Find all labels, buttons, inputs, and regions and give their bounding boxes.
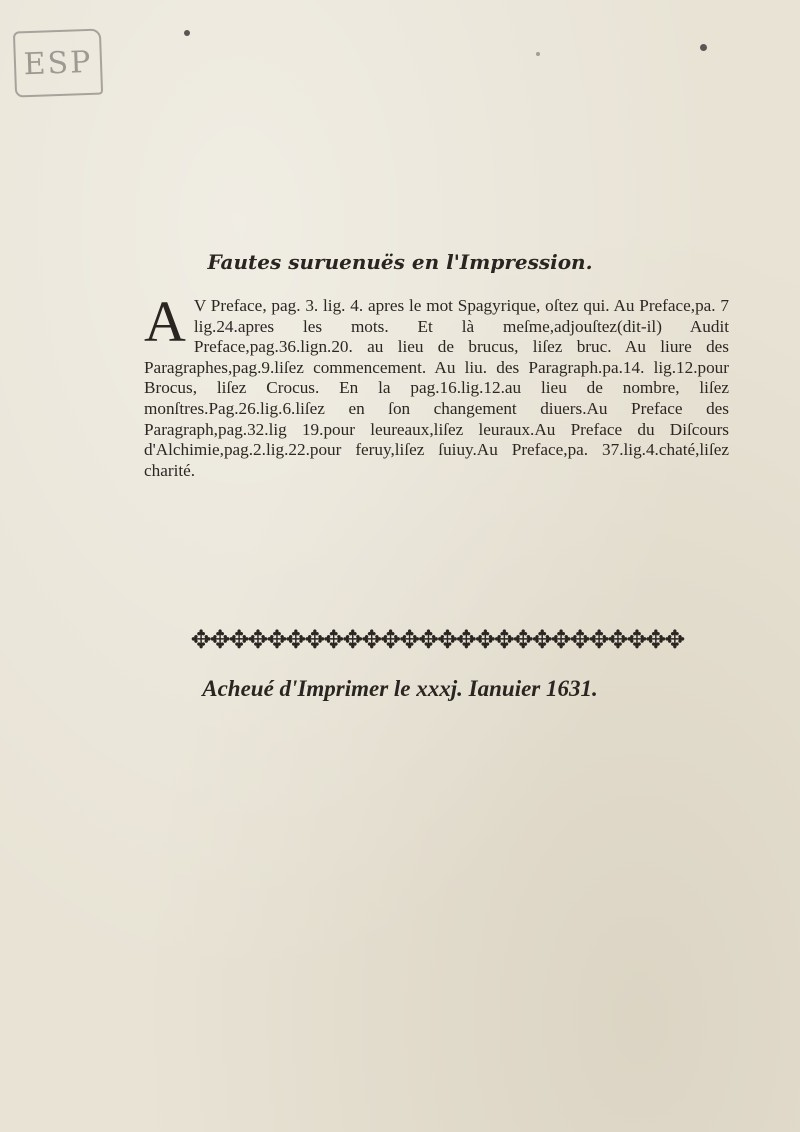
ink-speck xyxy=(700,44,707,51)
stamp-text: ESP xyxy=(23,44,93,82)
ink-speck xyxy=(536,52,540,56)
ink-speck xyxy=(184,30,190,36)
errata-title: Fautes suruenuës en l'Impression. xyxy=(207,250,593,274)
errata-body: V Preface, pag. 3. lig. 4. apres le mot Spagyrique, oſtez qui. Au Preface,pa. 7 lig.24.apres les mots. Et là meſme,adjouſtez(dit-il) Audit Preface,pag.36.lign.20. au lieu de brucus, liſez bruc. Au liure des Paragraphes,pag.9.liſez commencement. Au liu. des Paragraph.pa.14. lig.12.pour Brocus, liſez Crocus. En la pag.16.lig.12.au lieu de nombre, liſez monſtres.Pag.26.lig.6.liſez en ſon changement diuers.Au Preface des Paragraph,pag.32.lig 19.pour leureaux,liſez leuraux.Au Preface du Diſcours d'Alchimie,pag.2.lig.22.pour feruy,liſez ſuiuy.Au Preface,pa. 37.lig.4.chaté,liſez charité. xyxy=(144,296,729,480)
errata-text xyxy=(144,289,729,481)
colophon: Acheué d'Imprimer le xxxj. Ianuier 1631. xyxy=(202,676,598,701)
drop-cap: A xyxy=(144,289,186,354)
library-stamp xyxy=(13,28,103,97)
ornament-border: ✥✥✥✥✥✥✥✥✥✥✥✥✥✥✥✥✥✥✥✥✥✥✥✥✥✥ xyxy=(190,625,684,654)
